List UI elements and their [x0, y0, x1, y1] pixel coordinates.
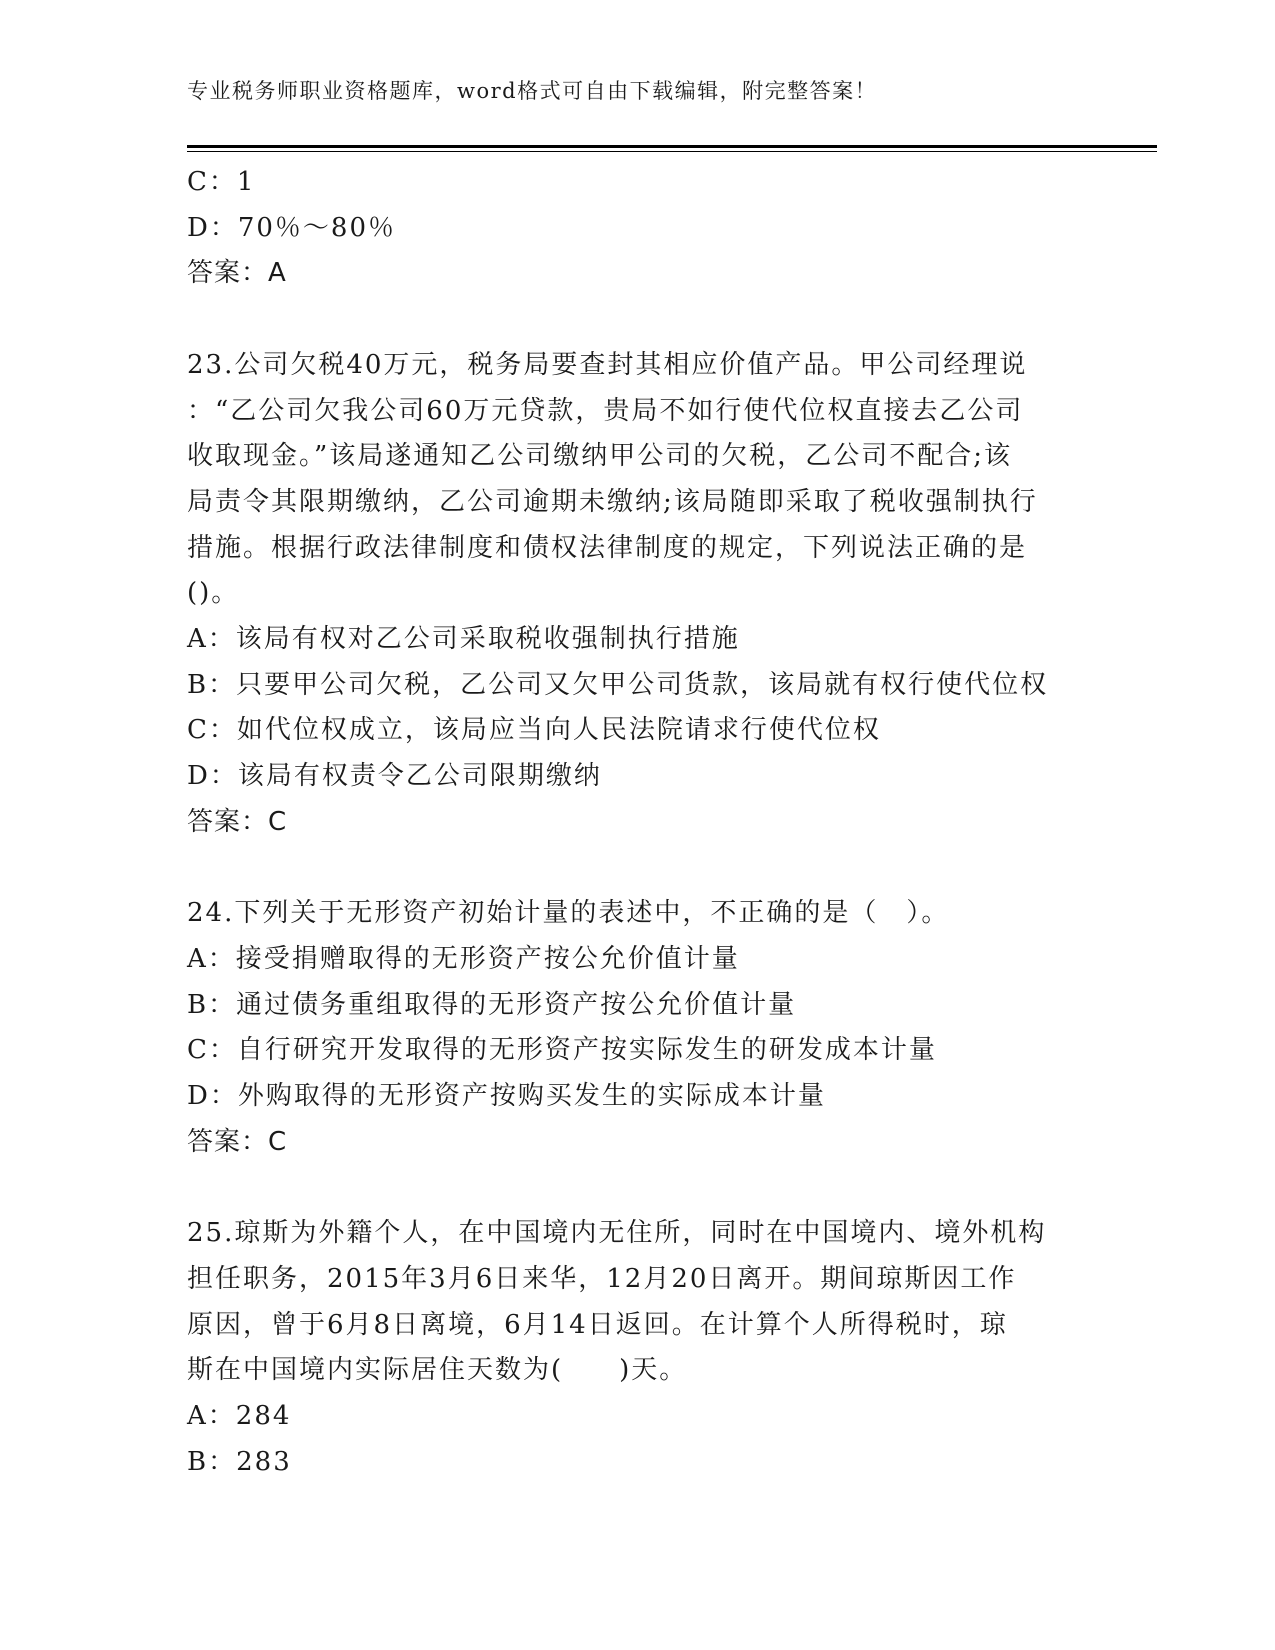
option-c: C：如代位权成立，该局应当向人民法院请求行使代位权: [187, 715, 881, 746]
question-stem-line: 斯在中国境内实际居住天数为( )天。: [187, 1355, 688, 1386]
document-body: [187, 160, 1087, 1485]
question-stem-line: 23.公司欠税40万元，税务局要查封其相应价值产品。甲公司经理说: [187, 349, 1028, 380]
question-stem-line: 收取现金。”该局遂通知乙公司缴纳甲公司的欠税，乙公司不配合;该: [187, 441, 1013, 472]
question-24: [187, 891, 1087, 1165]
option-c: C：1: [187, 167, 256, 197]
question-25: [187, 1211, 1087, 1485]
option-b: B：通过债务重组取得的无形资产按公允价值计量: [187, 989, 797, 1020]
option-a: A：284: [187, 1400, 292, 1431]
question-stem-line: 24.下列关于无形资产初始计量的表述中，不正确的是（ ）。: [187, 898, 950, 929]
question-22-tail: [187, 160, 1087, 297]
answer: 答案：C: [187, 806, 288, 837]
question-23: [187, 343, 1087, 846]
question-stem-line: 25.琼斯为外籍个人，在中国境内无住所，同时在中国境内、境外机构: [187, 1218, 1047, 1249]
option-d: D：外购取得的无形资产按购买发生的实际成本计量: [187, 1081, 826, 1112]
option-d: D：70％～80％: [187, 212, 397, 243]
question-stem-line: 原因，曾于6月8日离境，6月14日返回。在计算个人所得税时，琼: [187, 1309, 1008, 1340]
question-stem-line: 担任职务，2015年3月6日来华，12月20日离开。期间琼斯因工作: [187, 1263, 1017, 1294]
option-d: D：该局有权责令乙公司限期缴纳: [187, 761, 602, 792]
page-header: 专业税务师职业资格题库，word格式可自由下载编辑，附完整答案！: [187, 79, 878, 103]
header-divider: [187, 145, 1157, 152]
question-stem-line: 局责令其限期缴纳，乙公司逾期未缴纳;该局随即采取了税收强制执行: [187, 486, 1038, 517]
question-stem-line: 措施。根据行政法律制度和债权法律制度的规定，下列说法正确的是: [187, 532, 1028, 563]
spacer: [187, 846, 1087, 892]
option-b: B：只要甲公司欠税，乙公司又欠甲公司货款，该局就有权行使代位权: [187, 669, 1049, 700]
spacer: [187, 1165, 1087, 1211]
option-b: B：283: [187, 1446, 292, 1477]
question-stem-line: ：“乙公司欠我公司60万元贷款，贵局不如行使代位权直接去乙公司: [187, 395, 1024, 426]
answer: 答案：A: [187, 258, 287, 289]
option-c: C：自行研究开发取得的无形资产按实际发生的研发成本计量: [187, 1035, 937, 1066]
spacer: [187, 297, 1087, 343]
option-a: A：接受捐赠取得的无形资产按公允价值计量: [187, 943, 740, 974]
question-stem-line: ()。: [187, 578, 240, 609]
answer: 答案：C: [187, 1126, 288, 1157]
option-a: A：该局有权对乙公司采取税收强制执行措施: [187, 624, 740, 655]
